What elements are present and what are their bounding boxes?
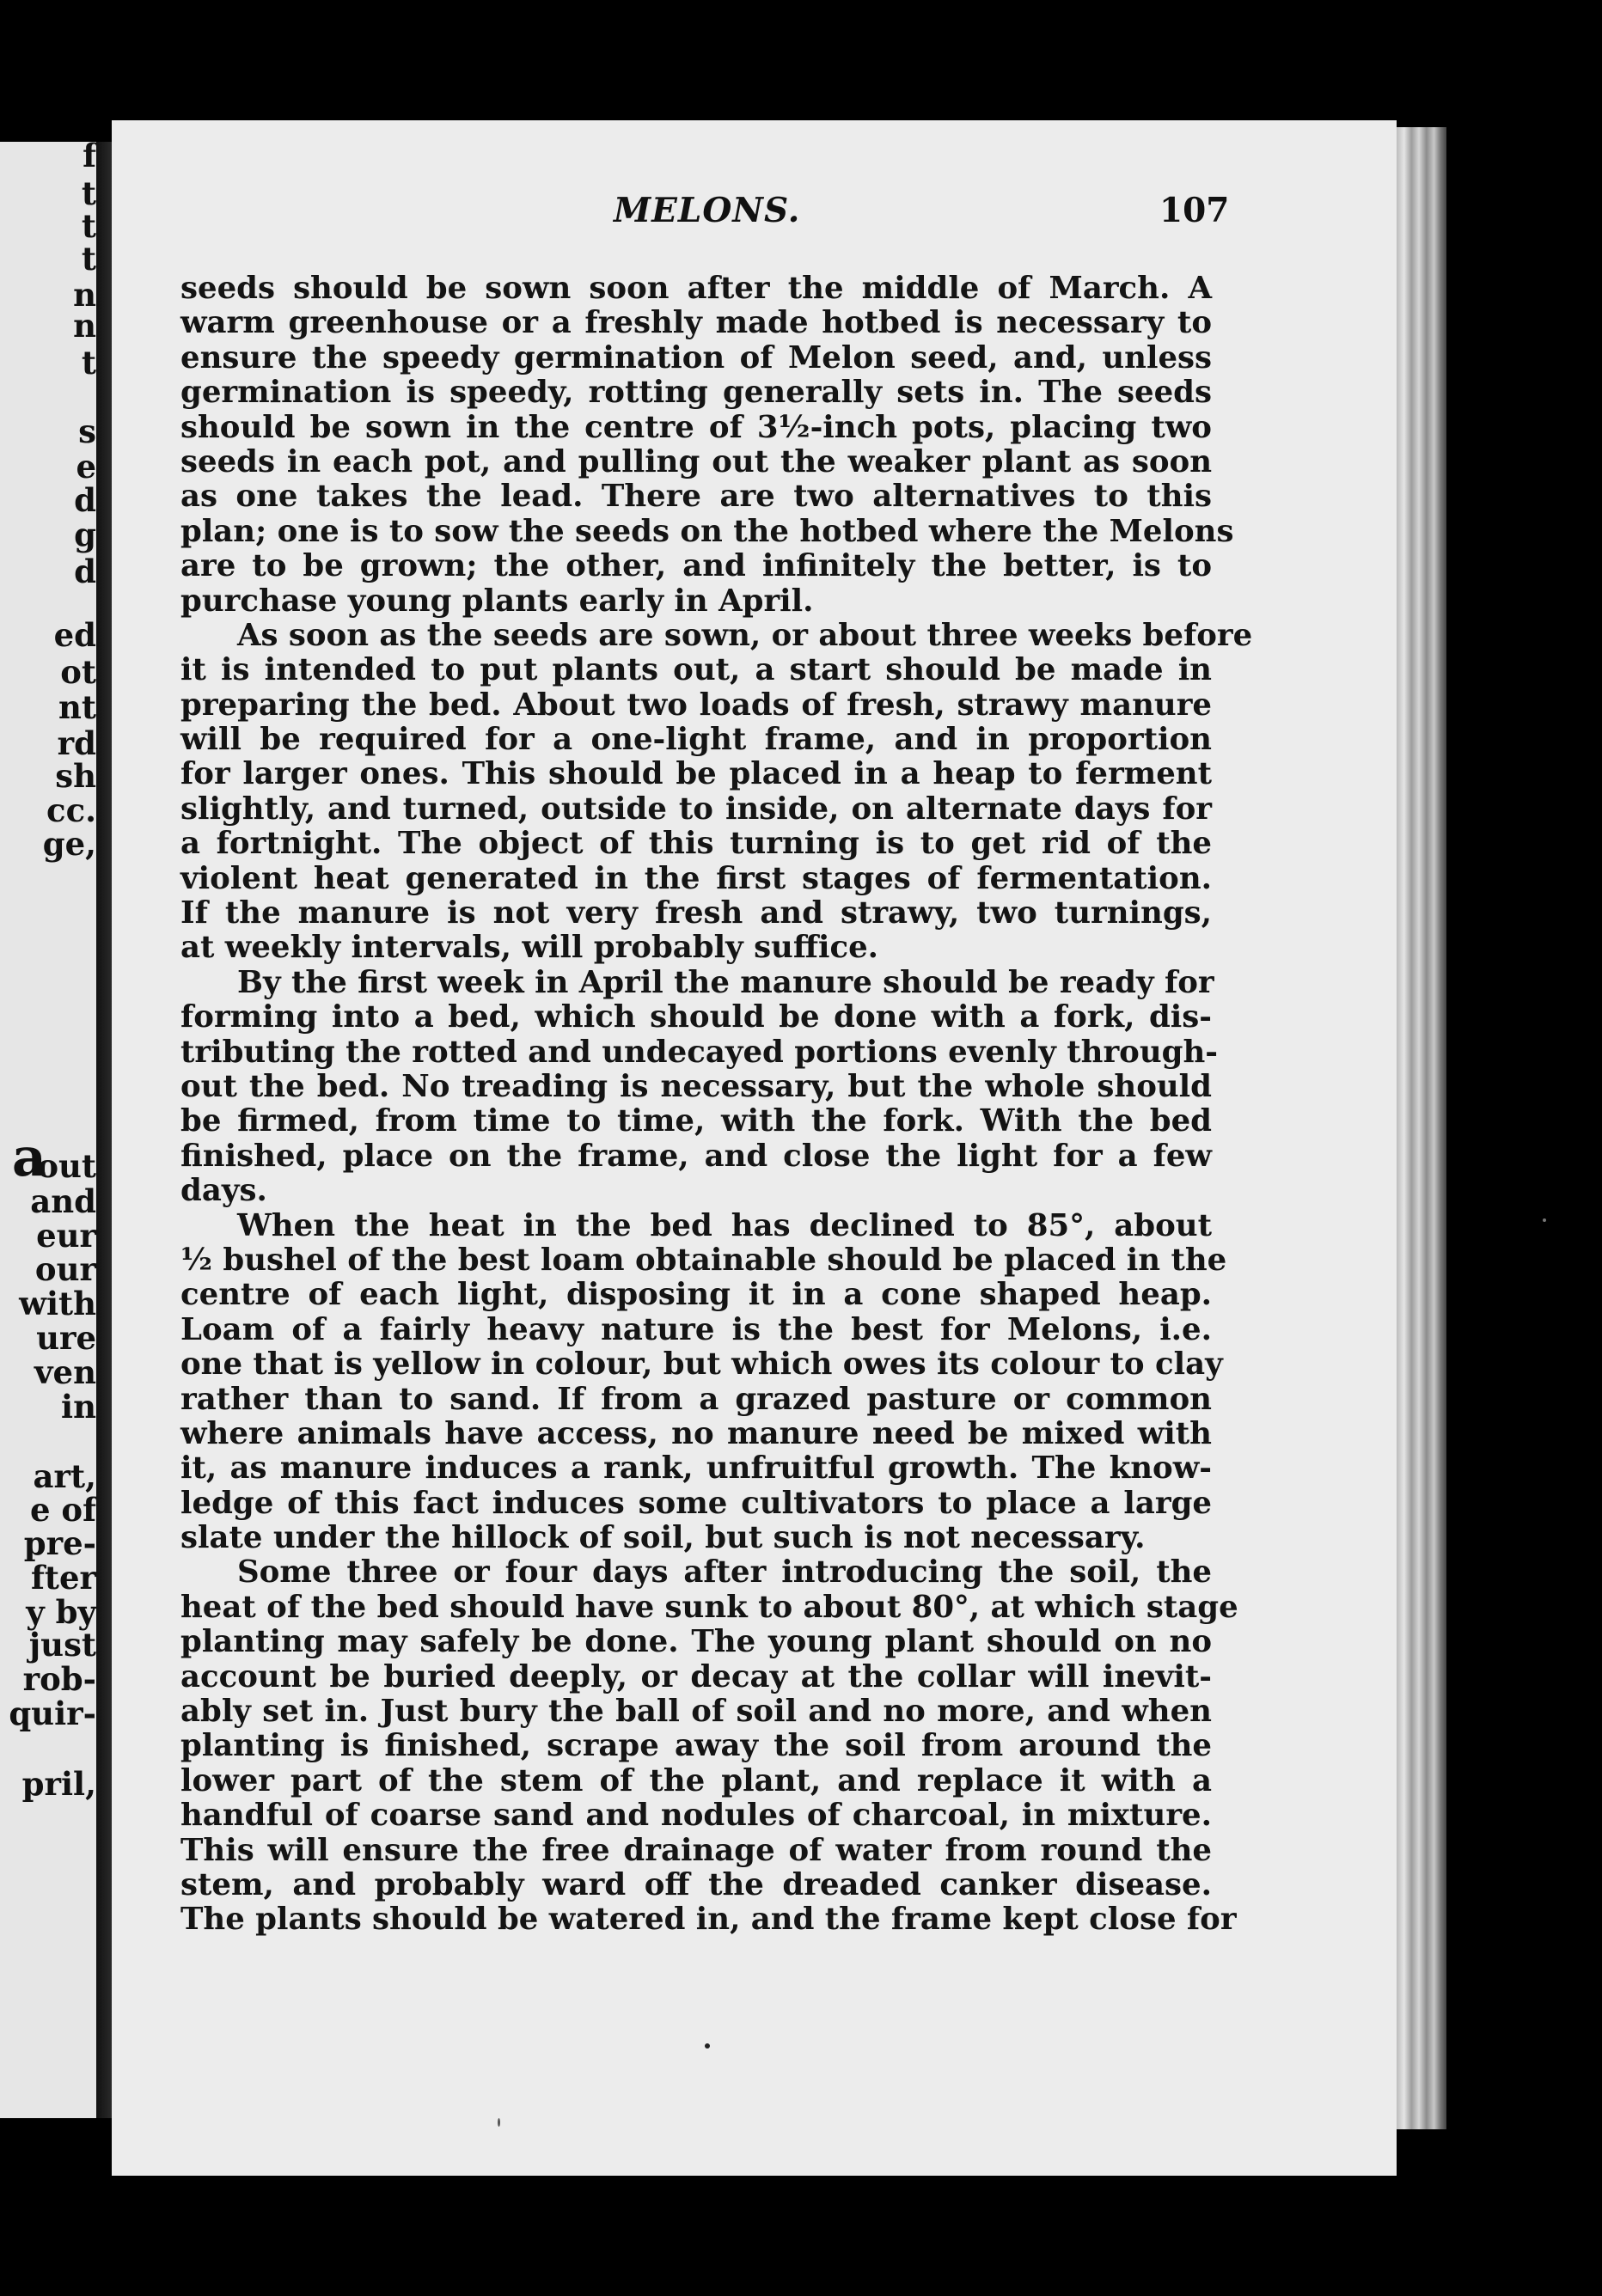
text-line: tributing the rotted and undecayed portions evenly through- <box>180 1034 1218 1070</box>
left-page-fragment: nt <box>58 688 96 726</box>
text-line: By the first week in April the manure should be ready for <box>237 964 1214 1000</box>
text-line: account be buried deeply, or decay at the collar will inevit- <box>180 1658 1212 1695</box>
text-line: finished, place on the frame, and close the light for a few <box>180 1138 1212 1174</box>
text-line: seeds in each pot, and pulling out the weaker plant as soon <box>180 443 1212 479</box>
text-line: ably set in. Just bury the ball of soil and no more, and when <box>180 1694 1212 1730</box>
speck <box>498 2118 500 2127</box>
speck <box>705 2043 710 2049</box>
text-line: heat of the bed should have sunk to about 80°, at which stage <box>180 1589 1238 1625</box>
left-page-fragment: d <box>74 553 96 590</box>
left-page-fragment: g <box>74 516 96 553</box>
left-page-fragment: ed <box>53 616 96 654</box>
left-page-fragment: our <box>34 1250 96 1288</box>
left-page-fragment: quir- <box>9 1695 96 1732</box>
text-line: slightly, and turned, outside to inside, on alternate days for <box>180 791 1212 827</box>
left-page-fragment: pre- <box>23 1524 96 1562</box>
left-page-fragment: s <box>78 412 96 450</box>
left-page-fragment: cc. <box>46 791 96 829</box>
left-page-fragment: and <box>30 1182 96 1220</box>
text-line: As soon as the seeds are sown, or about three weeks before <box>237 617 1253 653</box>
left-page-fragment: e <box>76 448 96 485</box>
speck <box>1543 1218 1546 1222</box>
text-line: If the manure is not very fresh and strawy, two turnings, <box>180 895 1212 931</box>
text-line: stem, and probably ward off the dreaded canker disease. <box>180 1866 1212 1902</box>
gutter-shadow <box>96 142 112 2118</box>
text-line: Some three or four days after introducing the soil, the <box>237 1554 1212 1591</box>
text-line: purchase young plants early in April. <box>180 583 814 619</box>
text-line: it is intended to put plants out, a start should be made in <box>180 652 1212 688</box>
left-page-fragment: just <box>28 1626 96 1664</box>
left-facing-page <box>0 142 96 2118</box>
left-page-fragment: eur <box>36 1217 96 1255</box>
text-line: seeds should be sown soon after the middle of March. A <box>180 271 1212 306</box>
left-page-big-letter: a <box>11 1126 46 1188</box>
left-page-fragment: e of <box>29 1491 96 1529</box>
left-page-fragment: art, <box>33 1457 96 1495</box>
text-line: handful of coarse sand and nodules of charcoal, in mixture. <box>180 1798 1212 1834</box>
text-line: The plants should be watered in, and the frame kept close for <box>180 1902 1237 1938</box>
text-line: ensure the speedy germination of Melon seed, and, unless <box>180 339 1212 376</box>
text-line: Loam of a fairly heavy nature is the best for Melons, i.e. <box>180 1311 1212 1347</box>
text-line: one that is yellow in colour, but which owes its colour to clay <box>180 1346 1223 1383</box>
left-page-fragment: ven <box>34 1353 96 1391</box>
left-page-fragment: pril, <box>21 1765 96 1803</box>
text-line: should be sown in the centre of 3½-inch pots, placing two <box>180 409 1212 445</box>
left-page-fragment: sh <box>55 757 96 795</box>
text-line: warm greenhouse or a freshly made hotbed is necessary to <box>180 305 1212 341</box>
left-page-fragment: t <box>81 174 96 212</box>
text-line: where animals have access, no manure need be mixed with <box>180 1415 1212 1451</box>
left-page-fragment: n <box>73 307 96 345</box>
left-page-fragment: in <box>61 1388 96 1426</box>
left-page-fragment: n <box>73 276 96 314</box>
text-line: slate under the hillock of soil, but such is not necessary. <box>180 1520 1146 1556</box>
left-page-fragment: ure <box>36 1319 96 1357</box>
text-line: lower part of the stem of the plant, and replace it with a <box>180 1762 1212 1798</box>
left-page-fragment: fter <box>30 1559 96 1597</box>
left-page-fragment: rob- <box>22 1660 96 1698</box>
text-line: planting may safely be done. The young plant should on no <box>180 1624 1212 1660</box>
left-page-fragment: t <box>81 240 96 278</box>
text-line: at weekly intervals, will probably suffice. <box>180 930 879 966</box>
text-line: When the heat in the bed has declined to 85°, about <box>237 1207 1212 1243</box>
left-page-fragment: ot <box>60 653 96 691</box>
text-line: ledge of this fact induces some cultivators to place a large <box>180 1485 1212 1521</box>
left-page-fragment: ge, <box>42 825 96 863</box>
left-page-fragment: d <box>74 481 96 519</box>
text-line: planting is finished, scrape away the soil from around the <box>180 1728 1212 1764</box>
text-line: for larger ones. This should be placed in a heap to ferment <box>180 756 1212 792</box>
text-line: centre of each light, disposing it in a cone shaped heap. <box>180 1277 1212 1313</box>
text-line: a fortnight. The object of this turning is to get rid of the <box>180 826 1212 862</box>
text-line: will be required for a one-light frame, and in proportion <box>180 722 1212 758</box>
text-line: germination is speedy, rotting generally sets in. The seeds <box>180 375 1212 411</box>
text-line: days. <box>180 1173 267 1209</box>
text-line: rather than to sand. If from a grazed pasture or common <box>180 1381 1212 1417</box>
text-line: be firmed, from time to time, with the fork. With the bed <box>180 1103 1212 1139</box>
text-line: violent heat generated in the first stages of fermentation. <box>180 860 1212 896</box>
left-page-fragment: out <box>37 1147 96 1185</box>
text-line: plan; one is to sow the seeds on the hotbed where the Melons <box>180 513 1234 549</box>
left-page-fragment: t <box>81 207 96 245</box>
text-line: ½ bushel of the best loam obtainable should be placed in the <box>180 1242 1227 1278</box>
text-line: it, as manure induces a rank, unfruitful growth. The know- <box>180 1450 1212 1487</box>
text-line: forming into a bed, which should be done with a fork, dis- <box>180 999 1212 1035</box>
left-page-fragment: t <box>81 344 96 382</box>
left-page-fragment: rd <box>57 724 96 762</box>
text-line: preparing the bed. About two loads of fresh, strawy manure <box>180 687 1212 723</box>
page-edge-stack <box>1397 127 1446 2129</box>
left-page-fragment: y by <box>26 1593 96 1631</box>
running-head: MELONS. <box>614 191 801 230</box>
text-line: as one takes the lead. There are two alternatives to this <box>180 479 1212 515</box>
text-line: are to be grown; the other, and infinitely the better, is to <box>180 548 1212 584</box>
left-page-fragment: f <box>83 142 96 174</box>
text-line: This will ensure the free drainage of water from round the <box>180 1832 1212 1868</box>
left-page-fragment: with <box>19 1285 96 1322</box>
body-text <box>180 271 1253 1938</box>
page-number: 107 <box>1159 191 1230 230</box>
text-line: out the bed. No treading is necessary, but the whole should <box>180 1068 1212 1104</box>
